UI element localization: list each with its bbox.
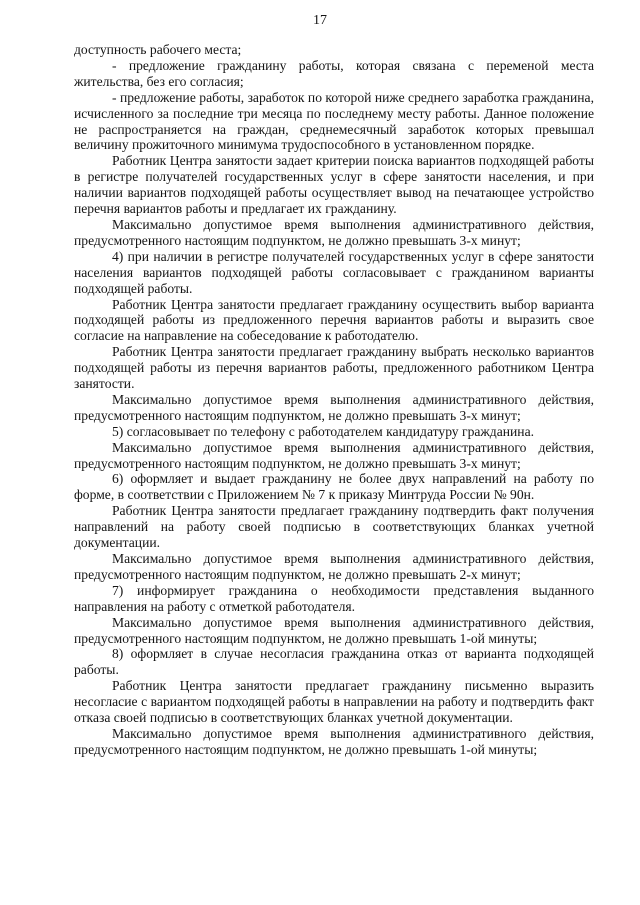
paragraph: Максимально допустимое время выполнения административного действия, предусмотренного настоящим подпунктом, не должно превышать 3-х минут; xyxy=(74,391,594,423)
paragraph: Максимально допустимое время выполнения административного действия, предусмотренного настоящим подпунктом, не должно превышать 1-ой минуты; xyxy=(74,614,594,646)
paragraph: Максимально допустимое время выполнения административного действия, предусмотренного настоящим подпунктом, не должно превышать 3-х минут; xyxy=(74,439,594,471)
paragraph: 5) согласовывает по телефону с работодателем кандидатуру гражданина. xyxy=(112,423,535,439)
paragraph: Работник Центра занятости предлагает гражданину подтвердить факт получения направлений на работу своей подписью в соответствующих бланках учетной документации. xyxy=(74,503,594,551)
document-body xyxy=(74,42,594,758)
page-number: 17 xyxy=(313,13,327,28)
paragraph: Максимально допустимое время выполнения административного действия, предусмотренного настоящим подпунктом, не должно превышать 1-ой минуты; xyxy=(74,725,594,757)
paragraph: 4) при наличии в регистре получателей государственных услуг в сфере занятости населения вариантов подходящей работы согласовывает с гражданином варианты подходящей работы. xyxy=(74,248,594,296)
paragraph: - предложение работы, заработок по которой ниже среднего заработка гражданина, исчисленного за последние три месяца по последнему месту работы. Данное положение не распространяется на граждан, среднемесячный заработок которых превышал величину прожиточного минимума трудоспособного в установленном порядке. xyxy=(74,89,594,153)
paragraph: 8) оформляет в случае несогласия гражданина отказ от варианта подходящей работы. xyxy=(74,646,594,678)
paragraph: Работник Центра занятости задает критерии поиска вариантов подходящей работы в регистре получателей государственных услуг в сфере занятости населения, и при наличии вариантов подходящей работы осуществляет вывод на печатающее устройство перечня вариантов работы и предлагает их гражданину. xyxy=(74,153,594,217)
paragraph: Максимально допустимое время выполнения административного действия, предусмотренного настоящим подпунктом, не должно превышать 2-х минут; xyxy=(74,551,594,582)
paragraph: - предложение гражданину работы, которая связана с переменой места жительства, без его согласия; xyxy=(74,57,594,89)
paragraph: Максимально допустимое время выполнения административного действия, предусмотренного настоящим подпунктом, не должно превышать 3-х минут; xyxy=(74,216,594,248)
paragraph: Работник Центра занятости предлагает гражданину письменно выразить несогласие с вариантом подходящей работы в направлении на работу и подтвердить факт отказа своей подписью в соответствующих бланках учетной документации. xyxy=(74,678,594,726)
paragraph: Работник Центра занятости предлагает гражданину осуществить выбор варианта подходящей работы из предложенного перечня вариантов работы и выразить свое согласие на направление на собеседование к работодателю. xyxy=(74,296,594,344)
paragraph: 7) информирует гражданина о необходимости представления выданного направления на работу с отметкой работодателя. xyxy=(74,582,594,614)
paragraph: 6) оформляет и выдает гражданину не более двух направлений на работу по форме, в соответствии с Приложением № 7 к приказу Минтруда России № 90н. xyxy=(74,471,594,503)
paragraph: доступность рабочего места; xyxy=(74,42,242,57)
paragraph: Работник Центра занятости предлагает гражданину выбрать несколько вариантов подходящей работы из перечня вариантов работы, предложенного работником Центра занятости. xyxy=(74,344,594,392)
